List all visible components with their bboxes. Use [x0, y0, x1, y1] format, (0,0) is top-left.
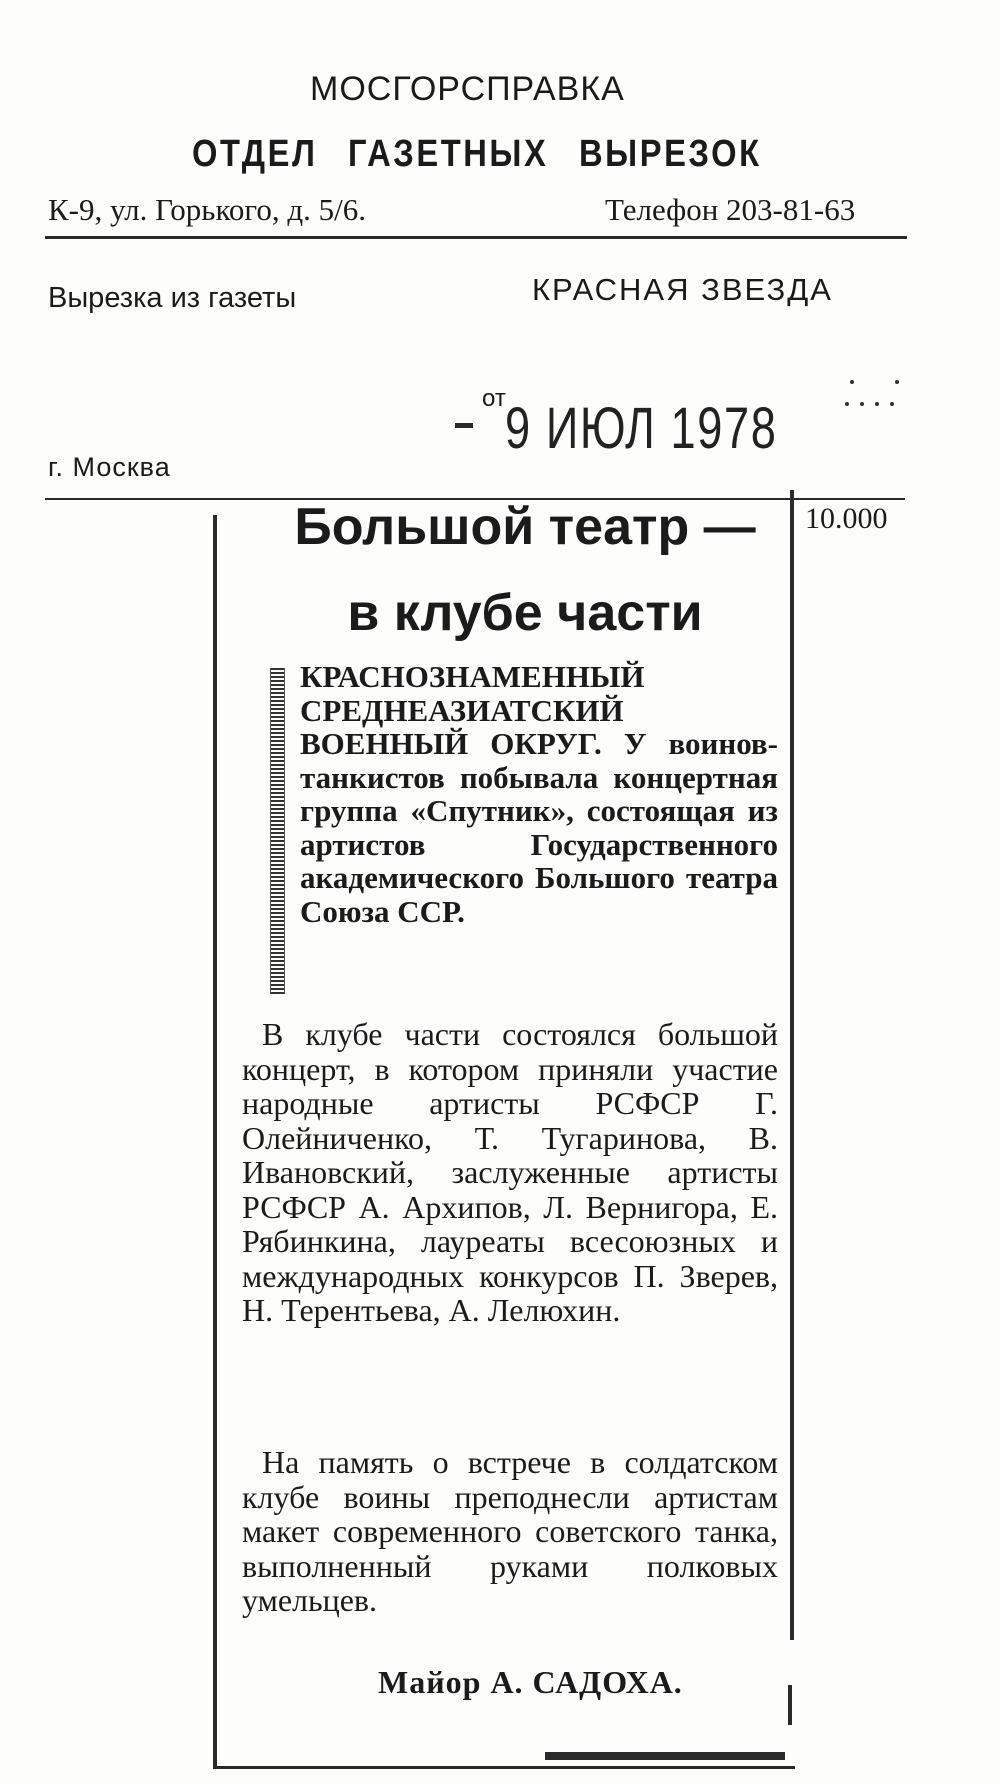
- author-signature: Майор А. САДОХА.: [378, 1664, 683, 1700]
- lead-paragraph: КРАСНОЗНАМЕННЫЙ СРЕДНЕАЗИАТСКИЙ ВОЕННЫЙ ОКРУГ. У воинов-танкистов побывала концертная группа «Спутник», состоящая из артистов Государственного академического Большого театра Союза ССР.: [300, 659, 778, 929]
- phone: Телефон 203-81-63: [605, 192, 856, 227]
- dot: [860, 402, 864, 406]
- clipping-label: Вырезка из газеты: [48, 282, 297, 314]
- clipping-bottom-shadow: [545, 1752, 785, 1760]
- newspaper-name: КРАСНАЯ ЗВЕЗДА: [532, 272, 833, 307]
- date-dash: [455, 423, 473, 428]
- date-prefix: от: [482, 385, 506, 412]
- lead-marker: [270, 668, 285, 994]
- clipping-bottom-edge: [213, 1766, 795, 1769]
- dot: [850, 380, 854, 384]
- body-paragraph-1: В клубе части состоялся большой концерт, в котором приняли участие народные артисты РСФСР Г. Олейниченко, Т. Тугаринова, В. Ивановский, заслуженные артисты РСФСР А. Архипов, Л. Вернигора, Е. Рябинкина, лауреаты всесоюзных и международных конкурсов П. Зверев, Н. Терентьева, А. Лелюхин.: [242, 1016, 778, 1328]
- headline-line-1: Большой театр —: [294, 498, 756, 556]
- org-name: МОСГОРСПРАВКА: [310, 70, 625, 108]
- city-label: г. Москва: [48, 452, 171, 482]
- header-rule: [45, 236, 907, 239]
- dot: [890, 402, 894, 406]
- department-name: ОТДЕЛ ГАЗЕТНЫХ ВЫРЕЗОК: [192, 133, 762, 175]
- dot: [875, 402, 879, 406]
- headline-line-2: в клубе части: [347, 584, 703, 642]
- body-paragraph-2: На память о встрече в солдатском клубе воины преподнесли артистам макет современного советского танка, выполненный руками полковых умельцев.: [242, 1444, 778, 1618]
- circulation: 10.000: [805, 502, 888, 535]
- date-stamp: 9 ИЮЛ 1978: [505, 396, 778, 461]
- address: К-9, ул. Горького, д. 5/6.: [48, 192, 367, 227]
- dot: [845, 402, 849, 406]
- clipping-left-edge: [213, 515, 217, 1767]
- dot: [895, 380, 899, 384]
- clipping-right-edge: [790, 490, 794, 1640]
- clipping-right-edge-lower: [788, 1685, 792, 1725]
